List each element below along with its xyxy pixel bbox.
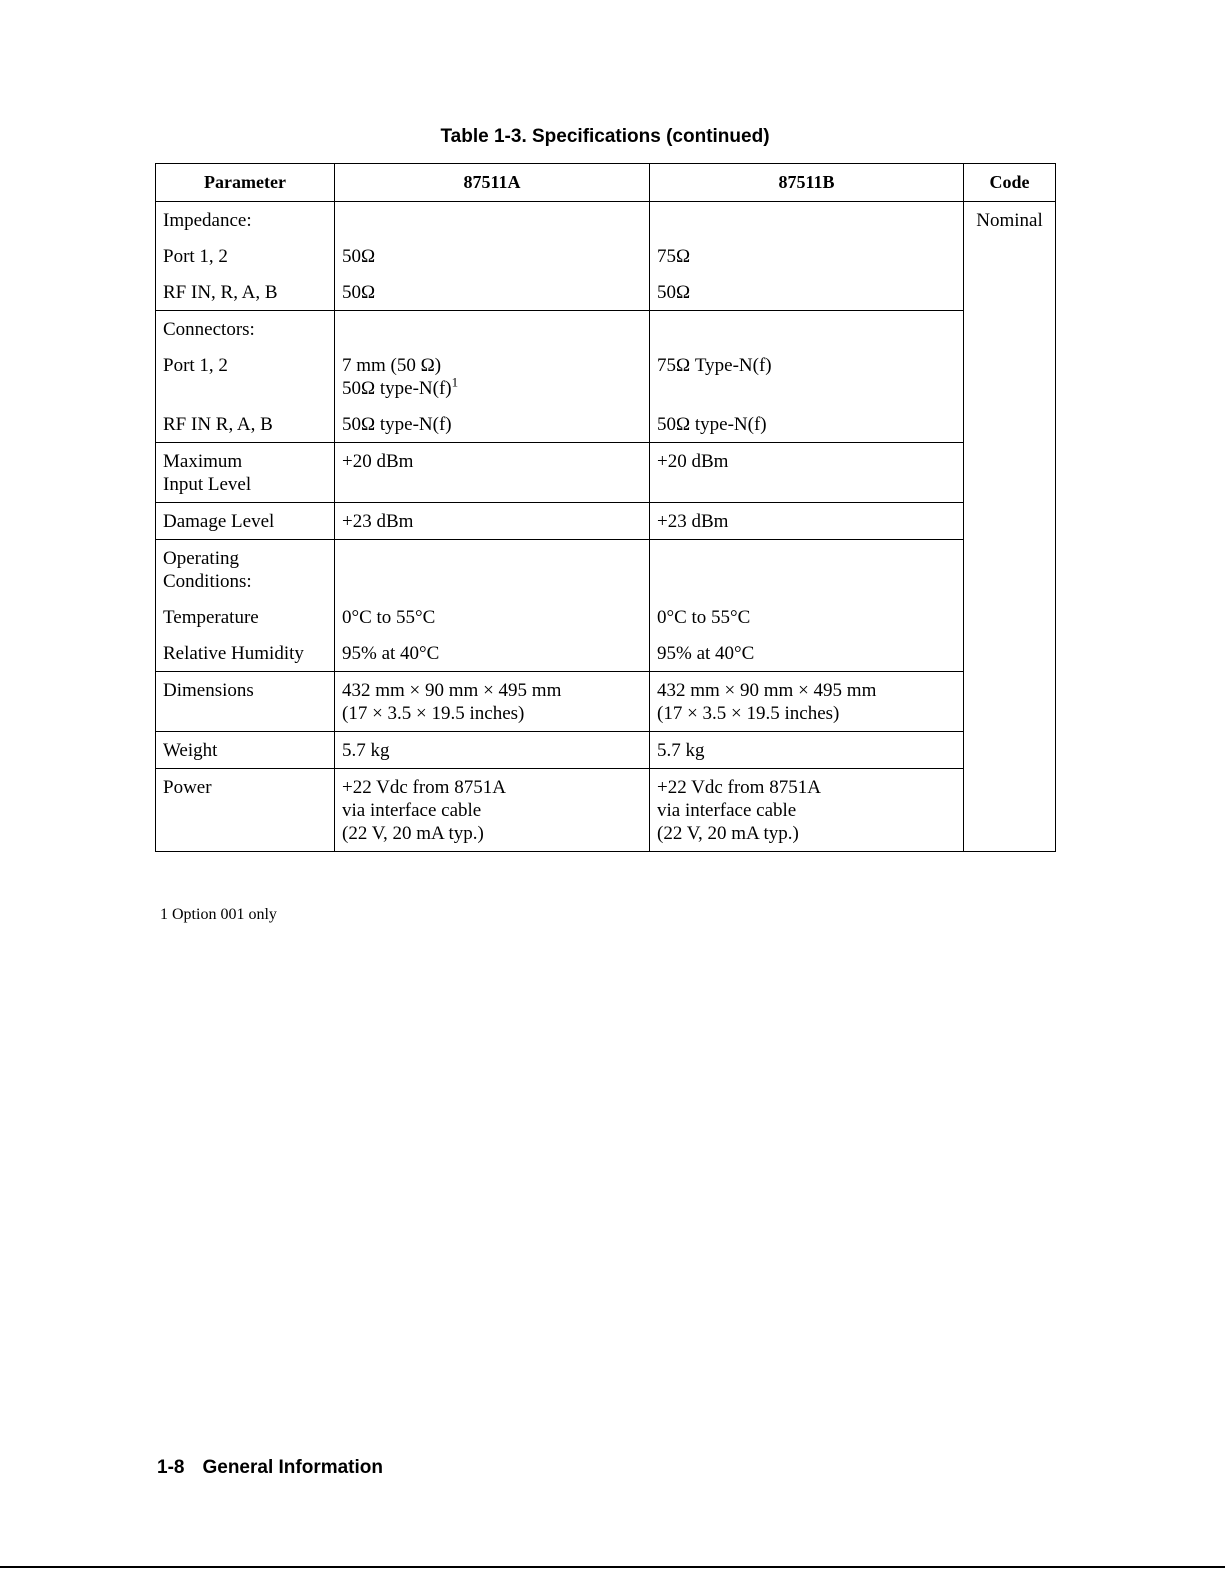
impedance-port-87511b: 75Ω (650, 238, 964, 274)
impedance-label: Impedance: (156, 202, 335, 239)
table-row-connectors-port (156, 347, 1056, 406)
connectors-rf-label: RF IN R, A, B (156, 406, 335, 443)
footnote: 1 Option 001 only (160, 906, 277, 923)
temperature-87511a: 0°C to 55°C (335, 599, 650, 635)
footnote-marker: 1 (451, 374, 459, 390)
table-row-temperature (156, 599, 1056, 635)
max-input-87511a: +20 dBm (335, 443, 650, 503)
header-code: Code (964, 164, 1056, 202)
impedance-rf-label: RF IN, R, A, B (156, 274, 335, 311)
temperature-87511b: 0°C to 55°C (650, 599, 964, 635)
weight-87511a: 5.7 kg (335, 732, 650, 769)
table-row-dimensions (156, 672, 1056, 732)
weight-label: Weight (156, 732, 335, 769)
dimensions-label: Dimensions (156, 672, 335, 732)
damage-level-87511b: +23 dBm (650, 503, 964, 540)
impedance-rf-87511a: 50Ω (335, 274, 650, 311)
table-row-impedance-port (156, 238, 1056, 274)
power-87511b: +22 Vdc from 8751A via interface cable (22 V, 20 mA typ.) (650, 769, 964, 852)
power-label: Power (156, 769, 335, 852)
specifications-table (155, 163, 1056, 852)
humidity-label: Relative Humidity (156, 635, 335, 672)
table-header-row (156, 164, 1056, 202)
impedance-port-87511a: 50Ω (335, 238, 650, 274)
damage-level-87511a: +23 dBm (335, 503, 650, 540)
temperature-label: Temperature (156, 599, 335, 635)
connectors-rf-87511b: 50Ω type-N(f) (650, 406, 964, 443)
header-87511a: 87511A (335, 164, 650, 202)
table-row-connectors (156, 311, 1056, 348)
table-row-humidity (156, 635, 1056, 672)
connectors-port-87511a (335, 347, 650, 406)
humidity-87511b: 95% at 40°C (650, 635, 964, 672)
connectors-rf-87511a: 50Ω type-N(f) (335, 406, 650, 443)
connectors-port-87511b: 75Ω Type-N(f) (650, 347, 964, 406)
table-row-impedance (156, 202, 1056, 239)
header-parameter: Parameter (156, 164, 335, 202)
operating-label: Operating Conditions: (156, 540, 335, 600)
dimensions-87511b: 432 mm × 90 mm × 495 mm (17 × 3.5 × 19.5 inches) (650, 672, 964, 732)
table-row-damage-level (156, 503, 1056, 540)
table-title: Table 1-3. Specifications (continued) (440, 126, 770, 147)
table-row-weight (156, 732, 1056, 769)
weight-87511b: 5.7 kg (650, 732, 964, 769)
max-input-label: Maximum Input Level (156, 443, 335, 503)
bottom-rule (0, 1566, 1225, 1568)
power-87511a: +22 Vdc from 8751A via interface cable (22 V, 20 mA typ.) (335, 769, 650, 852)
damage-level-label: Damage Level (156, 503, 335, 540)
table-row-operating (156, 540, 1056, 600)
table-row-power (156, 769, 1056, 852)
table-row-connectors-rf (156, 406, 1056, 443)
connectors-port-87511a-line2: 50Ω type-$N(f)^1$ (342, 374, 459, 399)
humidity-87511a: 95% at 40°C (335, 635, 650, 672)
impedance-rf-87511b: 50Ω (650, 274, 964, 311)
impedance-port-label: Port 1, 2 (156, 238, 335, 274)
dimensions-87511a: 432 mm × 90 mm × 495 mm (17 × 3.5 × 19.5 inches) (335, 672, 650, 732)
header-87511b: 87511B (650, 164, 964, 202)
page-number: 1-8 (157, 1457, 185, 1478)
code-nominal: Nominal (964, 202, 1056, 852)
table-row-impedance-rf (156, 274, 1056, 311)
max-input-87511b: +20 dBm (650, 443, 964, 503)
connectors-label: Connectors: (156, 311, 335, 348)
section-title: General Information (202, 1457, 383, 1478)
connectors-port-label: Port 1, 2 (156, 347, 335, 406)
connectors-port-87511a-line1: 7 mm (50 Ω) (342, 355, 442, 376)
page-footer (157, 1457, 383, 1479)
table-row-max-input (156, 443, 1056, 503)
